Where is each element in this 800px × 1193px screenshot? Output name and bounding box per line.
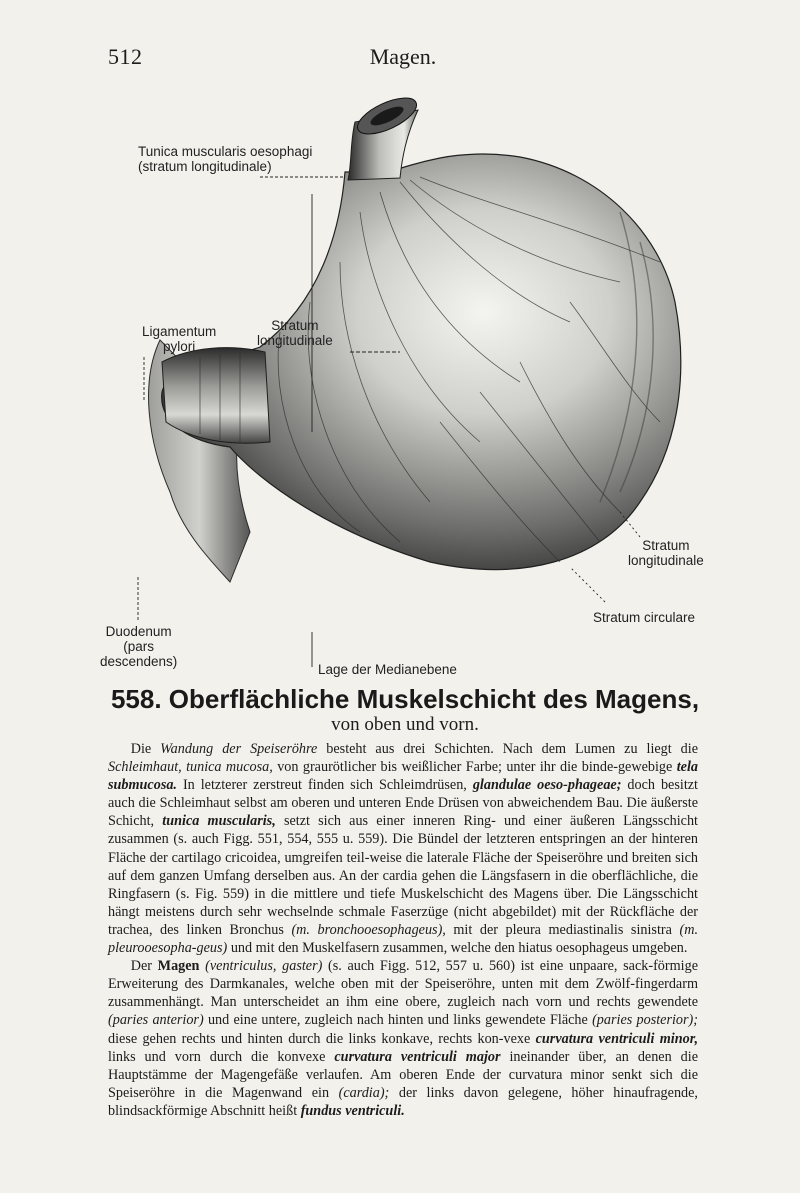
label-line: descendens)	[100, 654, 178, 669]
text-run: tela submucosa.	[108, 759, 698, 794]
label-line: (pars	[123, 639, 155, 654]
body-text	[108, 740, 698, 1120]
text-run: setzt sich aus einer inneren Ring- und einer äußeren Längsschicht zusammen (s. auch Figg. 551, 554, 555 u. 559). Die Bündel der letzteren entspringen an der hinteren Fläche der cartilago cricoidea, umgreifen teil-weise die laterale Fläche der Speiseröhre und breiten sich auf dem ganzen Umfang derselben aus. An der cardia gehen die Längsfasern in die oberflächliche, die Ringfasern (s. Fig. 559) in die mittlere und tiefe Muskelschicht des Magens über. Die Längsschicht hängt meistens durch sehr wechselnde schmale Faserzüge (nicht abgebildet) mit der Rückfläche der trachea, des linken Bronchus	[108, 813, 698, 938]
text-run: Schleimhaut, tunica mucosa,	[108, 759, 273, 776]
label-line: (stratum longitudinale)	[138, 159, 272, 174]
page-number: 512	[108, 44, 143, 69]
text-run: In letzterer zerstreut finden sich Schleimdrüsen,	[176, 777, 473, 794]
text-run: links und vorn durch die konvexe	[108, 1048, 335, 1065]
paragraph-esophagus-wall	[108, 740, 698, 957]
label-line: pylori	[163, 339, 196, 354]
text-run: curvatura ventriculi major	[334, 1048, 501, 1065]
text-run: Magen	[157, 958, 200, 975]
text-run: Wandung der Speiseröhre	[160, 741, 318, 757]
text-run: und mit den Muskelfasern zusammen, welche den hiatus oesophageus umgeben.	[227, 940, 688, 957]
label-duodenum	[100, 624, 177, 669]
text-run: Der	[130, 958, 158, 975]
label-line: Ligamentum	[142, 324, 217, 339]
label-line: longitudinale	[257, 333, 333, 348]
text-run: tunica muscularis,	[162, 813, 276, 830]
label-ligamentum-pylori	[142, 324, 216, 354]
text-run: Die	[130, 741, 161, 757]
text-run: curvatura ventriculi minor,	[535, 1030, 698, 1047]
text-run: glandulae oeso-phageae;	[472, 777, 622, 794]
text-run: (cardia);	[338, 1084, 390, 1101]
label-stratum-circulare: Stratum circulare	[593, 610, 696, 625]
text-run: und eine untere, zugleich nach hinten und links gewendete Fläche	[203, 1012, 593, 1029]
text-run: (m. bronchooesophageus),	[291, 921, 446, 938]
running-head: Magen.	[369, 44, 437, 69]
text-run: (paries anterior)	[108, 1012, 204, 1029]
text-run: (m. pleurooesopha-geus)	[108, 921, 698, 957]
text-run: der links davon gelegene, höher hinaufragende, blindsackförmige Abschnitt heißt	[108, 1084, 698, 1119]
label-stratum-longitudinale-right	[628, 538, 704, 568]
label-lage-der-medianebene: Lage der Medianebene	[318, 662, 457, 677]
text-run: besteht aus drei Schichten. Nach dem Lumen zu liegt die	[317, 741, 699, 757]
stomach-illustration	[100, 62, 720, 682]
figure-caption-title: 558. Oberflächliche Muskelschicht des Magens,	[110, 684, 700, 714]
figure-caption-subtitle: von oben und vorn.	[331, 714, 479, 735]
label-line: Tunica muscularis oesophagi	[138, 144, 313, 159]
label-line: longitudinale	[628, 553, 704, 568]
text-run: diese gehen rechts und hinten durch die links konkave, rechts kon-vexe	[108, 1030, 536, 1047]
text-run: doch besitzt auch die Schleimhaut selbst am oberen und unteren Ende Drüsen von abweichendem Bau. Die äußerste Schicht,	[108, 777, 698, 830]
label-line: Stratum	[271, 318, 319, 333]
label-line: Duodenum	[105, 624, 172, 639]
label-stratum-longitudinale-inner	[257, 318, 333, 348]
text-run: (s. auch Figg. 512, 557 u. 560) ist eine unpaare, sack-förmige Erweiterung des Darmkanales, welche oben mit der Speiseröhre, unten mit dem Zwölf-fingerdarm zusammenhängt. Man unterscheidet an ihm eine obere, zugleich nach vorn und rechts gewendete	[108, 958, 698, 1011]
text-run: (ventriculus, gaster)	[205, 958, 323, 975]
text-run: mit der pleura mediastinalis sinistra	[445, 921, 680, 938]
text-run: von graurötlicher bis weißlicher Farbe; unter ihr die binde-gewebige	[272, 759, 677, 776]
text-run: (paries posterior);	[592, 1012, 698, 1029]
label-tunica-muscularis	[138, 144, 312, 174]
paragraph-stomach	[108, 957, 698, 1120]
text-run: ineinander über, an denen die Hauptstämme der Magengefäße verlaufen. Am oberen Ende der curvatura minor senkt sich die Speiseröhre in die Magenwand ein	[108, 1048, 698, 1101]
label-line: Stratum	[642, 538, 690, 553]
text-run: fundus ventriculi.	[300, 1102, 405, 1119]
